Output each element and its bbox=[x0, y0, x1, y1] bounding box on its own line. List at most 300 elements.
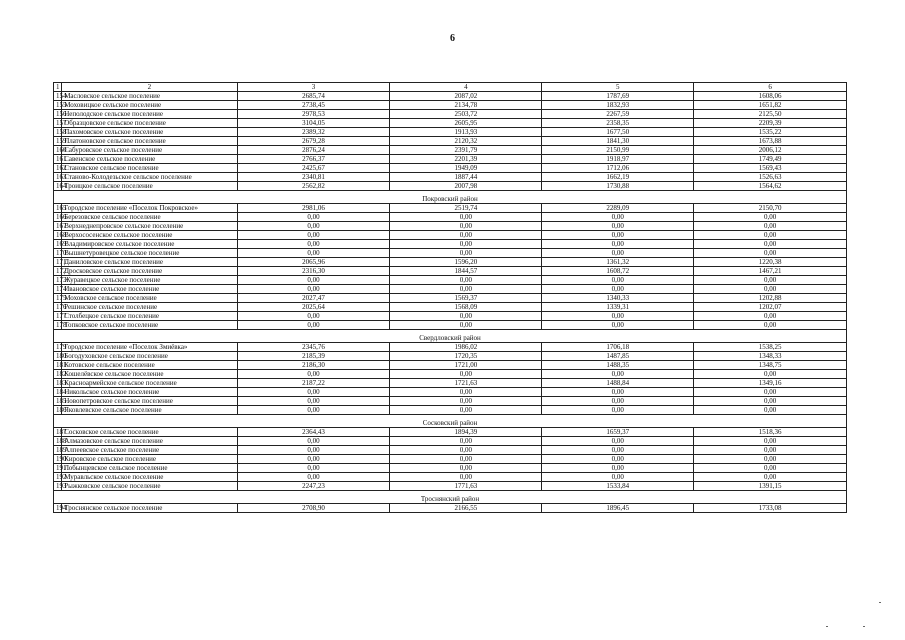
settlement-name: Станово-Колодезьское сельское поселение bbox=[62, 173, 237, 182]
value-col5: 0,00 bbox=[542, 213, 694, 222]
row-number: 167 bbox=[54, 222, 62, 231]
row-number: 186 bbox=[54, 406, 62, 415]
settlement-name: Пахомовское сельское поселение bbox=[62, 128, 237, 137]
row-number: 173 bbox=[54, 276, 62, 285]
table-row bbox=[54, 455, 847, 464]
scan-speck bbox=[826, 626, 828, 627]
value-col4: 2087,02 bbox=[390, 92, 542, 101]
value-col5: 2358,35 bbox=[542, 119, 694, 128]
row-number: 161 bbox=[54, 155, 62, 164]
row-number: 174 bbox=[54, 285, 62, 294]
table-row bbox=[54, 258, 847, 267]
value-col3: 2027,47 bbox=[237, 294, 390, 303]
settlement-name: Неполодское сельское поселение bbox=[62, 110, 237, 119]
settlement-name: Троснянское сельское поселение bbox=[62, 504, 237, 513]
value-col3: 2025,64 bbox=[237, 303, 390, 312]
row-number: 158 bbox=[54, 128, 62, 137]
value-col5: 0,00 bbox=[542, 446, 694, 455]
region-title: Свердловский район bbox=[54, 330, 847, 343]
value-col5: 2289,09 bbox=[542, 204, 694, 213]
value-col6: 0,00 bbox=[694, 321, 847, 330]
value-col4: 0,00 bbox=[390, 321, 542, 330]
table-row bbox=[54, 388, 847, 397]
value-col4: 1949,09 bbox=[390, 164, 542, 173]
value-col6: 1518,36 bbox=[694, 428, 847, 437]
row-number: 170 bbox=[54, 249, 62, 258]
table-row bbox=[54, 361, 847, 370]
value-col5: 1488,84 bbox=[542, 379, 694, 388]
value-col6: 1348,33 bbox=[694, 352, 847, 361]
value-col5: 1487,85 bbox=[542, 352, 694, 361]
table-row bbox=[54, 182, 847, 191]
value-col5: 0,00 bbox=[542, 464, 694, 473]
settlement-name: Масловское сельское поселение bbox=[62, 92, 237, 101]
value-col3: 2425,67 bbox=[237, 164, 390, 173]
value-col6: 0,00 bbox=[694, 397, 847, 406]
row-number: 180 bbox=[54, 352, 62, 361]
value-col5: 1361,32 bbox=[542, 258, 694, 267]
row-number: 193 bbox=[54, 482, 62, 491]
region-title: Покровский район bbox=[54, 191, 847, 204]
value-col4: 0,00 bbox=[390, 213, 542, 222]
value-col6: 2125,50 bbox=[694, 110, 847, 119]
value-col6: 2209,39 bbox=[694, 119, 847, 128]
value-col4: 1569,37 bbox=[390, 294, 542, 303]
settlement-name: Березовское сельское поселение bbox=[62, 213, 237, 222]
row-number: 175 bbox=[54, 294, 62, 303]
row-number: 188 bbox=[54, 437, 62, 446]
value-col6: 0,00 bbox=[694, 388, 847, 397]
table-row bbox=[54, 397, 847, 406]
value-col4: 2605,95 bbox=[390, 119, 542, 128]
value-col6: 0,00 bbox=[694, 213, 847, 222]
value-col6: 0,00 bbox=[694, 406, 847, 415]
settlement-name: Образцовское сельское поселение bbox=[62, 119, 237, 128]
row-number: 179 bbox=[54, 343, 62, 352]
value-col6: 1749,49 bbox=[694, 155, 847, 164]
value-col5: 1918,97 bbox=[542, 155, 694, 164]
row-number: 164 bbox=[54, 182, 62, 191]
value-col6: 0,00 bbox=[694, 464, 847, 473]
table-row bbox=[54, 155, 847, 164]
settlement-name: Кошелёвское сельское поселение bbox=[62, 370, 237, 379]
settlement-name: Савенское сельское поселение bbox=[62, 155, 237, 164]
value-col5: 0,00 bbox=[542, 406, 694, 415]
value-col3: 0,00 bbox=[237, 388, 390, 397]
table-row bbox=[54, 119, 847, 128]
value-col3: 0,00 bbox=[237, 437, 390, 446]
value-col6: 1349,16 bbox=[694, 379, 847, 388]
value-col3: 0,00 bbox=[237, 249, 390, 258]
table-row bbox=[54, 428, 847, 437]
row-number: 178 bbox=[54, 321, 62, 330]
row-number: 185 bbox=[54, 397, 62, 406]
settlement-name: Моховское сельское поселение bbox=[62, 294, 237, 303]
value-col5: 1841,30 bbox=[542, 137, 694, 146]
table-row bbox=[54, 343, 847, 352]
region-header-row bbox=[54, 415, 847, 428]
value-col4: 0,00 bbox=[390, 231, 542, 240]
region-title: Троснянский район bbox=[54, 491, 847, 504]
header-cell: 6 bbox=[694, 83, 847, 92]
settlement-name: Лобынцевское сельское поселение bbox=[62, 464, 237, 473]
value-col3: 2340,81 bbox=[237, 173, 390, 182]
value-col6: 1569,43 bbox=[694, 164, 847, 173]
row-number: 181 bbox=[54, 361, 62, 370]
scan-speck bbox=[863, 626, 865, 627]
value-col5: 1832,93 bbox=[542, 101, 694, 110]
value-col5: 0,00 bbox=[542, 370, 694, 379]
value-col4: 1721,63 bbox=[390, 379, 542, 388]
settlement-name: Моховицкое сельское поселение bbox=[62, 101, 237, 110]
settlement-name: Верхососенское сельское поселение bbox=[62, 231, 237, 240]
value-col5: 1339,31 bbox=[542, 303, 694, 312]
value-col3: 0,00 bbox=[237, 231, 390, 240]
value-col5: 1340,33 bbox=[542, 294, 694, 303]
table-row bbox=[54, 92, 847, 101]
value-col6: 0,00 bbox=[694, 473, 847, 482]
value-col6: 0,00 bbox=[694, 285, 847, 294]
value-col6: 1535,22 bbox=[694, 128, 847, 137]
value-col5: 0,00 bbox=[542, 437, 694, 446]
value-col5: 0,00 bbox=[542, 231, 694, 240]
region-header-row bbox=[54, 330, 847, 343]
table-row bbox=[54, 446, 847, 455]
row-number: 157 bbox=[54, 119, 62, 128]
value-col4: 1771,63 bbox=[390, 482, 542, 491]
table-row bbox=[54, 379, 847, 388]
value-col3: 0,00 bbox=[237, 213, 390, 222]
settlement-name: Кировское сельское поселение bbox=[62, 455, 237, 464]
value-col5: 0,00 bbox=[542, 276, 694, 285]
value-col6: 1564,62 bbox=[694, 182, 847, 191]
row-number: 192 bbox=[54, 473, 62, 482]
data-table bbox=[53, 82, 847, 513]
table-row bbox=[54, 146, 847, 155]
value-col6: 2006,12 bbox=[694, 146, 847, 155]
settlement-name: Алмазовское сельское поселение bbox=[62, 437, 237, 446]
value-col4: 2007,98 bbox=[390, 182, 542, 191]
value-col3: 2247,23 bbox=[237, 482, 390, 491]
table-body bbox=[54, 83, 847, 513]
value-col3: 0,00 bbox=[237, 446, 390, 455]
settlement-name: Сосковское сельское поселение bbox=[62, 428, 237, 437]
settlement-name: Новопетровское сельское поселение bbox=[62, 397, 237, 406]
value-col5: 0,00 bbox=[542, 473, 694, 482]
value-col6: 0,00 bbox=[694, 249, 847, 258]
table-row bbox=[54, 249, 847, 258]
row-number: 190 bbox=[54, 455, 62, 464]
value-col5: 1896,45 bbox=[542, 504, 694, 513]
value-col5: 1533,84 bbox=[542, 482, 694, 491]
value-col3: 3104,05 bbox=[237, 119, 390, 128]
value-col6: 1673,88 bbox=[694, 137, 847, 146]
settlement-name: Муравльское сельское поселение bbox=[62, 473, 237, 482]
value-col4: 0,00 bbox=[390, 370, 542, 379]
value-col5: 0,00 bbox=[542, 312, 694, 321]
value-col6: 1608,06 bbox=[694, 92, 847, 101]
value-col5: 1730,88 bbox=[542, 182, 694, 191]
value-col4: 0,00 bbox=[390, 240, 542, 249]
value-col6: 0,00 bbox=[694, 312, 847, 321]
value-col6: 1733,08 bbox=[694, 504, 847, 513]
value-col6: 0,00 bbox=[694, 276, 847, 285]
value-col4: 1887,44 bbox=[390, 173, 542, 182]
table-row bbox=[54, 285, 847, 294]
value-col4: 0,00 bbox=[390, 455, 542, 464]
value-col3: 2738,45 bbox=[237, 101, 390, 110]
value-col5: 0,00 bbox=[542, 397, 694, 406]
value-col3: 0,00 bbox=[237, 321, 390, 330]
settlement-name: Становское сельское поселение bbox=[62, 164, 237, 173]
row-number: 155 bbox=[54, 101, 62, 110]
value-col4: 1721,00 bbox=[390, 361, 542, 370]
value-col4: 0,00 bbox=[390, 464, 542, 473]
header-cell: 5 bbox=[542, 83, 694, 92]
value-col5: 1712,06 bbox=[542, 164, 694, 173]
value-col3: 0,00 bbox=[237, 240, 390, 249]
value-col4: 2201,39 bbox=[390, 155, 542, 164]
value-col6: 1538,25 bbox=[694, 343, 847, 352]
value-col3: 2708,90 bbox=[237, 504, 390, 513]
row-number: 169 bbox=[54, 240, 62, 249]
table-row bbox=[54, 164, 847, 173]
value-col6: 0,00 bbox=[694, 370, 847, 379]
value-col5: 1787,69 bbox=[542, 92, 694, 101]
row-number: 172 bbox=[54, 267, 62, 276]
settlement-name: Верхнеднепровское сельское поселение bbox=[62, 222, 237, 231]
region-header-row bbox=[54, 491, 847, 504]
row-number: 165 bbox=[54, 204, 62, 213]
settlement-name: Яковлевское сельское поселение bbox=[62, 406, 237, 415]
settlement-name: Богодуховское сельское поселение bbox=[62, 352, 237, 361]
settlement-name: Столбецкое сельское поселение bbox=[62, 312, 237, 321]
value-col3: 2685,74 bbox=[237, 92, 390, 101]
value-col5: 0,00 bbox=[542, 285, 694, 294]
value-col6: 1220,38 bbox=[694, 258, 847, 267]
value-col5: 1488,35 bbox=[542, 361, 694, 370]
value-col3: 2186,30 bbox=[237, 361, 390, 370]
value-col4: 0,00 bbox=[390, 397, 542, 406]
table-row bbox=[54, 137, 847, 146]
value-col5: 0,00 bbox=[542, 222, 694, 231]
value-col3: 0,00 bbox=[237, 222, 390, 231]
row-number: 184 bbox=[54, 388, 62, 397]
table-row bbox=[54, 294, 847, 303]
table-row bbox=[54, 312, 847, 321]
settlement-name: Вышнетуровецкое сельское поселение bbox=[62, 249, 237, 258]
value-col4: 0,00 bbox=[390, 406, 542, 415]
header-cell: 3 bbox=[237, 83, 390, 92]
row-number: 163 bbox=[54, 173, 62, 182]
scan-speck bbox=[879, 602, 881, 603]
value-col3: 0,00 bbox=[237, 370, 390, 379]
value-col6: 0,00 bbox=[694, 231, 847, 240]
value-col3: 0,00 bbox=[237, 312, 390, 321]
value-col5: 1706,18 bbox=[542, 343, 694, 352]
value-col4: 1913,93 bbox=[390, 128, 542, 137]
settlement-name: Городское поселение «Поселок Покровское» bbox=[62, 204, 237, 213]
settlement-name: Ивановское сельское поселение bbox=[62, 285, 237, 294]
value-col6: 2150,70 bbox=[694, 204, 847, 213]
value-col3: 2978,53 bbox=[237, 110, 390, 119]
settlement-name: Даниловское сельское поселение bbox=[62, 258, 237, 267]
value-col6: 1202,88 bbox=[694, 294, 847, 303]
value-col3: 2766,37 bbox=[237, 155, 390, 164]
settlement-name: Владимировское сельское поселение bbox=[62, 240, 237, 249]
settlement-name: Котовское сельское поселение bbox=[62, 361, 237, 370]
value-col6: 1467,21 bbox=[694, 267, 847, 276]
page-number: 6 bbox=[450, 33, 455, 44]
table-row bbox=[54, 231, 847, 240]
row-number: 182 bbox=[54, 370, 62, 379]
row-number: 159 bbox=[54, 137, 62, 146]
row-number: 194 bbox=[54, 504, 62, 513]
value-col4: 1844,57 bbox=[390, 267, 542, 276]
value-col3: 2187,22 bbox=[237, 379, 390, 388]
value-col6: 0,00 bbox=[694, 437, 847, 446]
table-row bbox=[54, 482, 847, 491]
value-col6: 1391,15 bbox=[694, 482, 847, 491]
row-number: 162 bbox=[54, 164, 62, 173]
table-row bbox=[54, 352, 847, 361]
table-row bbox=[54, 267, 847, 276]
value-col4: 0,00 bbox=[390, 437, 542, 446]
value-col3: 2981,06 bbox=[237, 204, 390, 213]
settlement-name: Платоновское сельское поселение bbox=[62, 137, 237, 146]
value-col3: 0,00 bbox=[237, 406, 390, 415]
row-number: 160 bbox=[54, 146, 62, 155]
value-col4: 2503,72 bbox=[390, 110, 542, 119]
settlement-name: Решинское сельское поселение bbox=[62, 303, 237, 312]
settlement-name: Сабуровское сельское поселение bbox=[62, 146, 237, 155]
settlement-name: Никольское сельское поселение bbox=[62, 388, 237, 397]
header-cell: 1 bbox=[54, 83, 62, 92]
row-number: 176 bbox=[54, 303, 62, 312]
value-col5: 1608,72 bbox=[542, 267, 694, 276]
value-col4: 0,00 bbox=[390, 446, 542, 455]
value-col3: 0,00 bbox=[237, 285, 390, 294]
value-col4: 1568,09 bbox=[390, 303, 542, 312]
row-number: 189 bbox=[54, 446, 62, 455]
value-col4: 2134,78 bbox=[390, 101, 542, 110]
table-row bbox=[54, 173, 847, 182]
row-number: 177 bbox=[54, 312, 62, 321]
value-col5: 0,00 bbox=[542, 321, 694, 330]
settlement-name: Алпеевское сельское поселение bbox=[62, 446, 237, 455]
value-col4: 0,00 bbox=[390, 285, 542, 294]
value-col5: 0,00 bbox=[542, 388, 694, 397]
value-col4: 0,00 bbox=[390, 473, 542, 482]
value-col3: 0,00 bbox=[237, 455, 390, 464]
table-row bbox=[54, 504, 847, 513]
value-col3: 2389,32 bbox=[237, 128, 390, 137]
value-col3: 2185,39 bbox=[237, 352, 390, 361]
value-col3: 2679,28 bbox=[237, 137, 390, 146]
value-col6: 0,00 bbox=[694, 222, 847, 231]
value-col4: 1720,35 bbox=[390, 352, 542, 361]
value-col6: 0,00 bbox=[694, 455, 847, 464]
value-col4: 1596,20 bbox=[390, 258, 542, 267]
value-col5: 0,00 bbox=[542, 249, 694, 258]
table-row bbox=[54, 464, 847, 473]
value-col4: 0,00 bbox=[390, 276, 542, 285]
value-col3: 2065,96 bbox=[237, 258, 390, 267]
value-col3: 2876,24 bbox=[237, 146, 390, 155]
value-col5: 1659,37 bbox=[542, 428, 694, 437]
row-number: 171 bbox=[54, 258, 62, 267]
table-row bbox=[54, 128, 847, 137]
value-col6: 1651,82 bbox=[694, 101, 847, 110]
header-cell: 2 bbox=[62, 83, 237, 92]
value-col6: 1202,07 bbox=[694, 303, 847, 312]
table-row bbox=[54, 204, 847, 213]
value-col3: 2316,30 bbox=[237, 267, 390, 276]
row-number: 191 bbox=[54, 464, 62, 473]
table-row bbox=[54, 222, 847, 231]
value-col6: 0,00 bbox=[694, 446, 847, 455]
settlement-name: Дросковское сельское поселение bbox=[62, 267, 237, 276]
value-col6: 0,00 bbox=[694, 240, 847, 249]
value-col3: 0,00 bbox=[237, 473, 390, 482]
value-col4: 0,00 bbox=[390, 312, 542, 321]
value-col4: 2519,74 bbox=[390, 204, 542, 213]
value-col3: 2345,76 bbox=[237, 343, 390, 352]
value-col5: 2267,59 bbox=[542, 110, 694, 119]
value-col4: 1986,02 bbox=[390, 343, 542, 352]
header-row bbox=[54, 83, 847, 92]
table-row bbox=[54, 110, 847, 119]
value-col6: 1526,63 bbox=[694, 173, 847, 182]
settlement-name: Красноармейское сельское поселение bbox=[62, 379, 237, 388]
table-row bbox=[54, 321, 847, 330]
value-col5: 2150,99 bbox=[542, 146, 694, 155]
row-number: 156 bbox=[54, 110, 62, 119]
value-col4: 2391,79 bbox=[390, 146, 542, 155]
table-row bbox=[54, 406, 847, 415]
header-cell: 4 bbox=[390, 83, 542, 92]
region-title: Сосковский район bbox=[54, 415, 847, 428]
value-col3: 0,00 bbox=[237, 397, 390, 406]
value-col3: 0,00 bbox=[237, 276, 390, 285]
row-number: 168 bbox=[54, 231, 62, 240]
value-col5: 0,00 bbox=[542, 240, 694, 249]
table-row bbox=[54, 240, 847, 249]
table-row bbox=[54, 276, 847, 285]
settlement-name: Журавецкое сельское поселение bbox=[62, 276, 237, 285]
value-col5: 0,00 bbox=[542, 455, 694, 464]
value-col3: 2562,82 bbox=[237, 182, 390, 191]
value-col4: 1894,39 bbox=[390, 428, 542, 437]
row-number: 166 bbox=[54, 213, 62, 222]
value-col4: 0,00 bbox=[390, 222, 542, 231]
table-row bbox=[54, 437, 847, 446]
table-row bbox=[54, 213, 847, 222]
value-col5: 1662,19 bbox=[542, 173, 694, 182]
table-row bbox=[54, 303, 847, 312]
region-header-row bbox=[54, 191, 847, 204]
value-col4: 2166,55 bbox=[390, 504, 542, 513]
table-row bbox=[54, 101, 847, 110]
row-number: 187 bbox=[54, 428, 62, 437]
settlement-name: Топковское сельское поселение bbox=[62, 321, 237, 330]
row-number: 183 bbox=[54, 379, 62, 388]
value-col3: 2364,43 bbox=[237, 428, 390, 437]
table-row bbox=[54, 370, 847, 379]
value-col4: 2120,32 bbox=[390, 137, 542, 146]
row-number: 154 bbox=[54, 92, 62, 101]
table-row bbox=[54, 473, 847, 482]
